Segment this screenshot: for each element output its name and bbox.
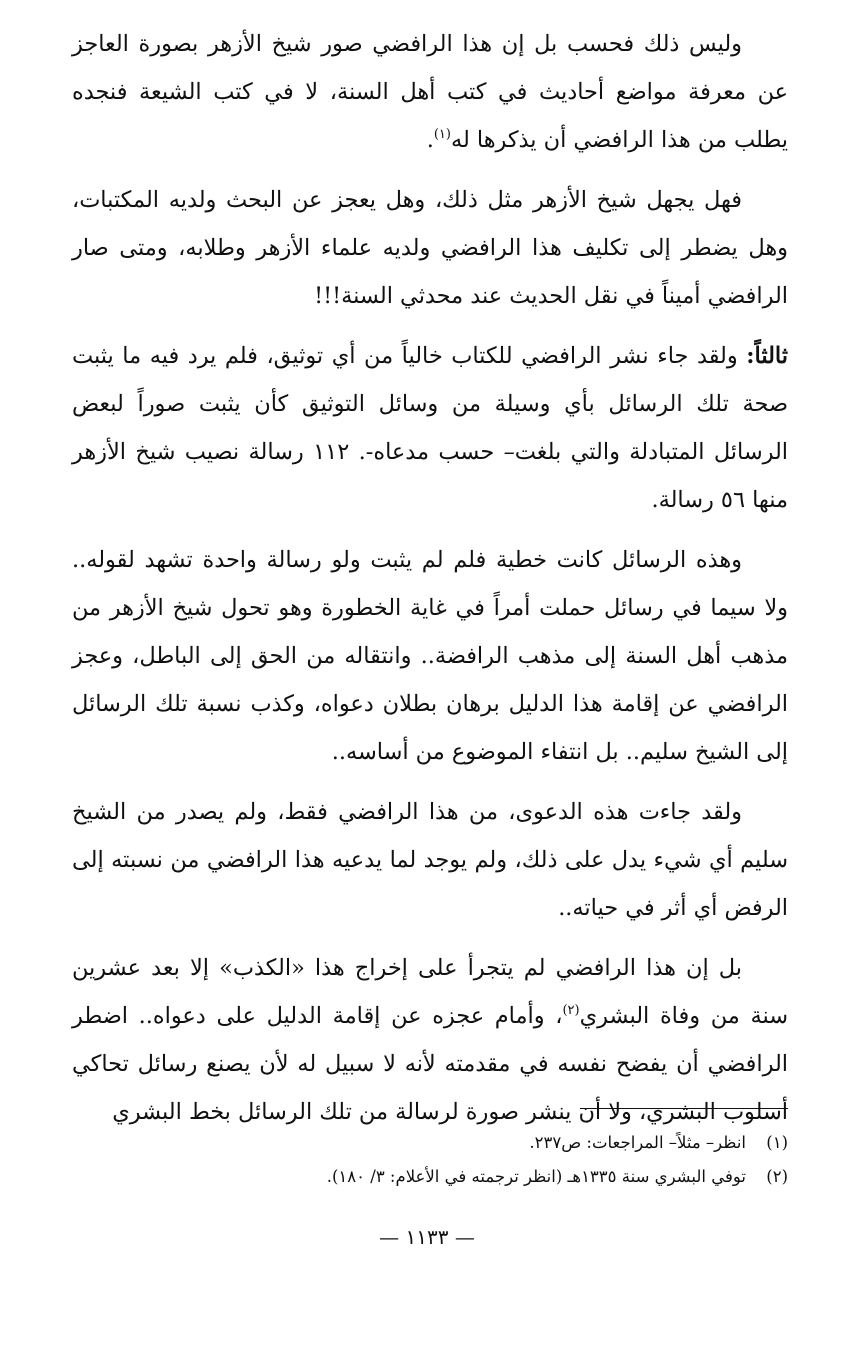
footnotes xyxy=(72,1126,788,1194)
footnote-2-text: توفي البشري سنة ١٣٣٥هـ (انظر ترجمته في الأعلام: ٣/ ١٨٠). xyxy=(326,1167,746,1186)
paragraph-1-end: . xyxy=(426,127,434,153)
footnote-2 xyxy=(72,1160,788,1194)
paragraph-2: فهل يجهل شيخ الأزهر مثل ذلك، وهل يعجز عن البحث ولديه المكتبات، وهل يضطر إلى تكليف هذا الرافضي ولديه علماء الأزهر وطلابه، ومتى صار الرافضي أميناً في نقل الحديث عند محدثي السنة!!! xyxy=(72,187,788,309)
paragraph-6-text-b: ، وأمام عجزه عن إقامة الدليل على دعواه.. اضطر الرافضي أن يفضح نفسه في مقدمته لأنه لا سبيل له لأن يصنع رسائل تحاكي أسلوب البشري، ولا أن ينشر صورة لرسالة من تلك الرسائل بخط البشري xyxy=(72,1003,788,1125)
footnote-divider xyxy=(580,1108,788,1109)
paragraph-5: ولقد جاءت هذه الدعوى، من هذا الرافضي فقط، ولم يصدر من الشيخ سليم أي شيء يدل على ذلك، ولم يوجد لما يدعيه هذا الرافضي من نسبته إلى الرفض أي أثر في حياته.. xyxy=(72,799,788,921)
paragraph-6-text-a: بل إن هذا الرافضي لم يتجرأ على إخراج هذا «الكذب» إلا بعد عشرين سنة من وفاة البشري xyxy=(72,955,788,1029)
body-text xyxy=(72,20,788,1136)
paragraph-1-text: وليس ذلك فحسب بل إن هذا الرافضي صور شيخ الأزهر بصورة العاجز عن معرفة مواضع أحاديث في كتب أهل السنة، لا في كتب الشيعة فنجده يطلب من هذا الرافضي أن يذكرها له xyxy=(72,31,788,153)
footnote-1-text: انظر– مثلاً– المراجعات: ص٢٣٧. xyxy=(529,1133,746,1152)
paragraph-3-text: ولقد جاء نشر الرافضي للكتاب خالياً من أي توثيق، فلم يرد فيه ما يثبت صحة تلك الرسائل بأي وسيلة من وسائل التوثيق كأن يثبت صوراً لبعض الرسائل المتبادلة والتي بلغت– حسب مدعاه-. ١١٢ رسالة نصيب شيخ الأزهر منها ٥٦ رسالة. xyxy=(72,343,788,513)
paragraph-3-lead: ثالثاً: xyxy=(746,343,788,369)
paragraph-1 xyxy=(72,20,788,164)
paragraph-3 xyxy=(72,332,788,524)
footnote-1 xyxy=(72,1126,788,1160)
paragraph-4: وهذه الرسائل كانت خطية فلم لم يثبت ولو رسالة واحدة تشهد لقوله.. ولا سيما في رسائل حملت أمراً في غاية الخطورة وهو تحول شيخ الأزهر من مذهب أهل السنة إلى مذهب الرافضة.. وانتقاله من الحق إلى الباطل، وعجز الرافضي عن إقامة هذا الدليل برهان بطلان دعواه، وكذب نسبة تلك الرسائل إلى الشيخ سليم.. بل انتفاء الموضوع من أساسه.. xyxy=(72,547,788,765)
footnote-ref-1: (١) xyxy=(433,127,451,142)
footnote-ref-2: (٢) xyxy=(562,1003,580,1018)
footnote-1-number: (١) xyxy=(766,1133,788,1152)
footnote-2-number: (٢) xyxy=(766,1167,788,1186)
page-number: — ١١٣٣ — xyxy=(379,1225,475,1249)
